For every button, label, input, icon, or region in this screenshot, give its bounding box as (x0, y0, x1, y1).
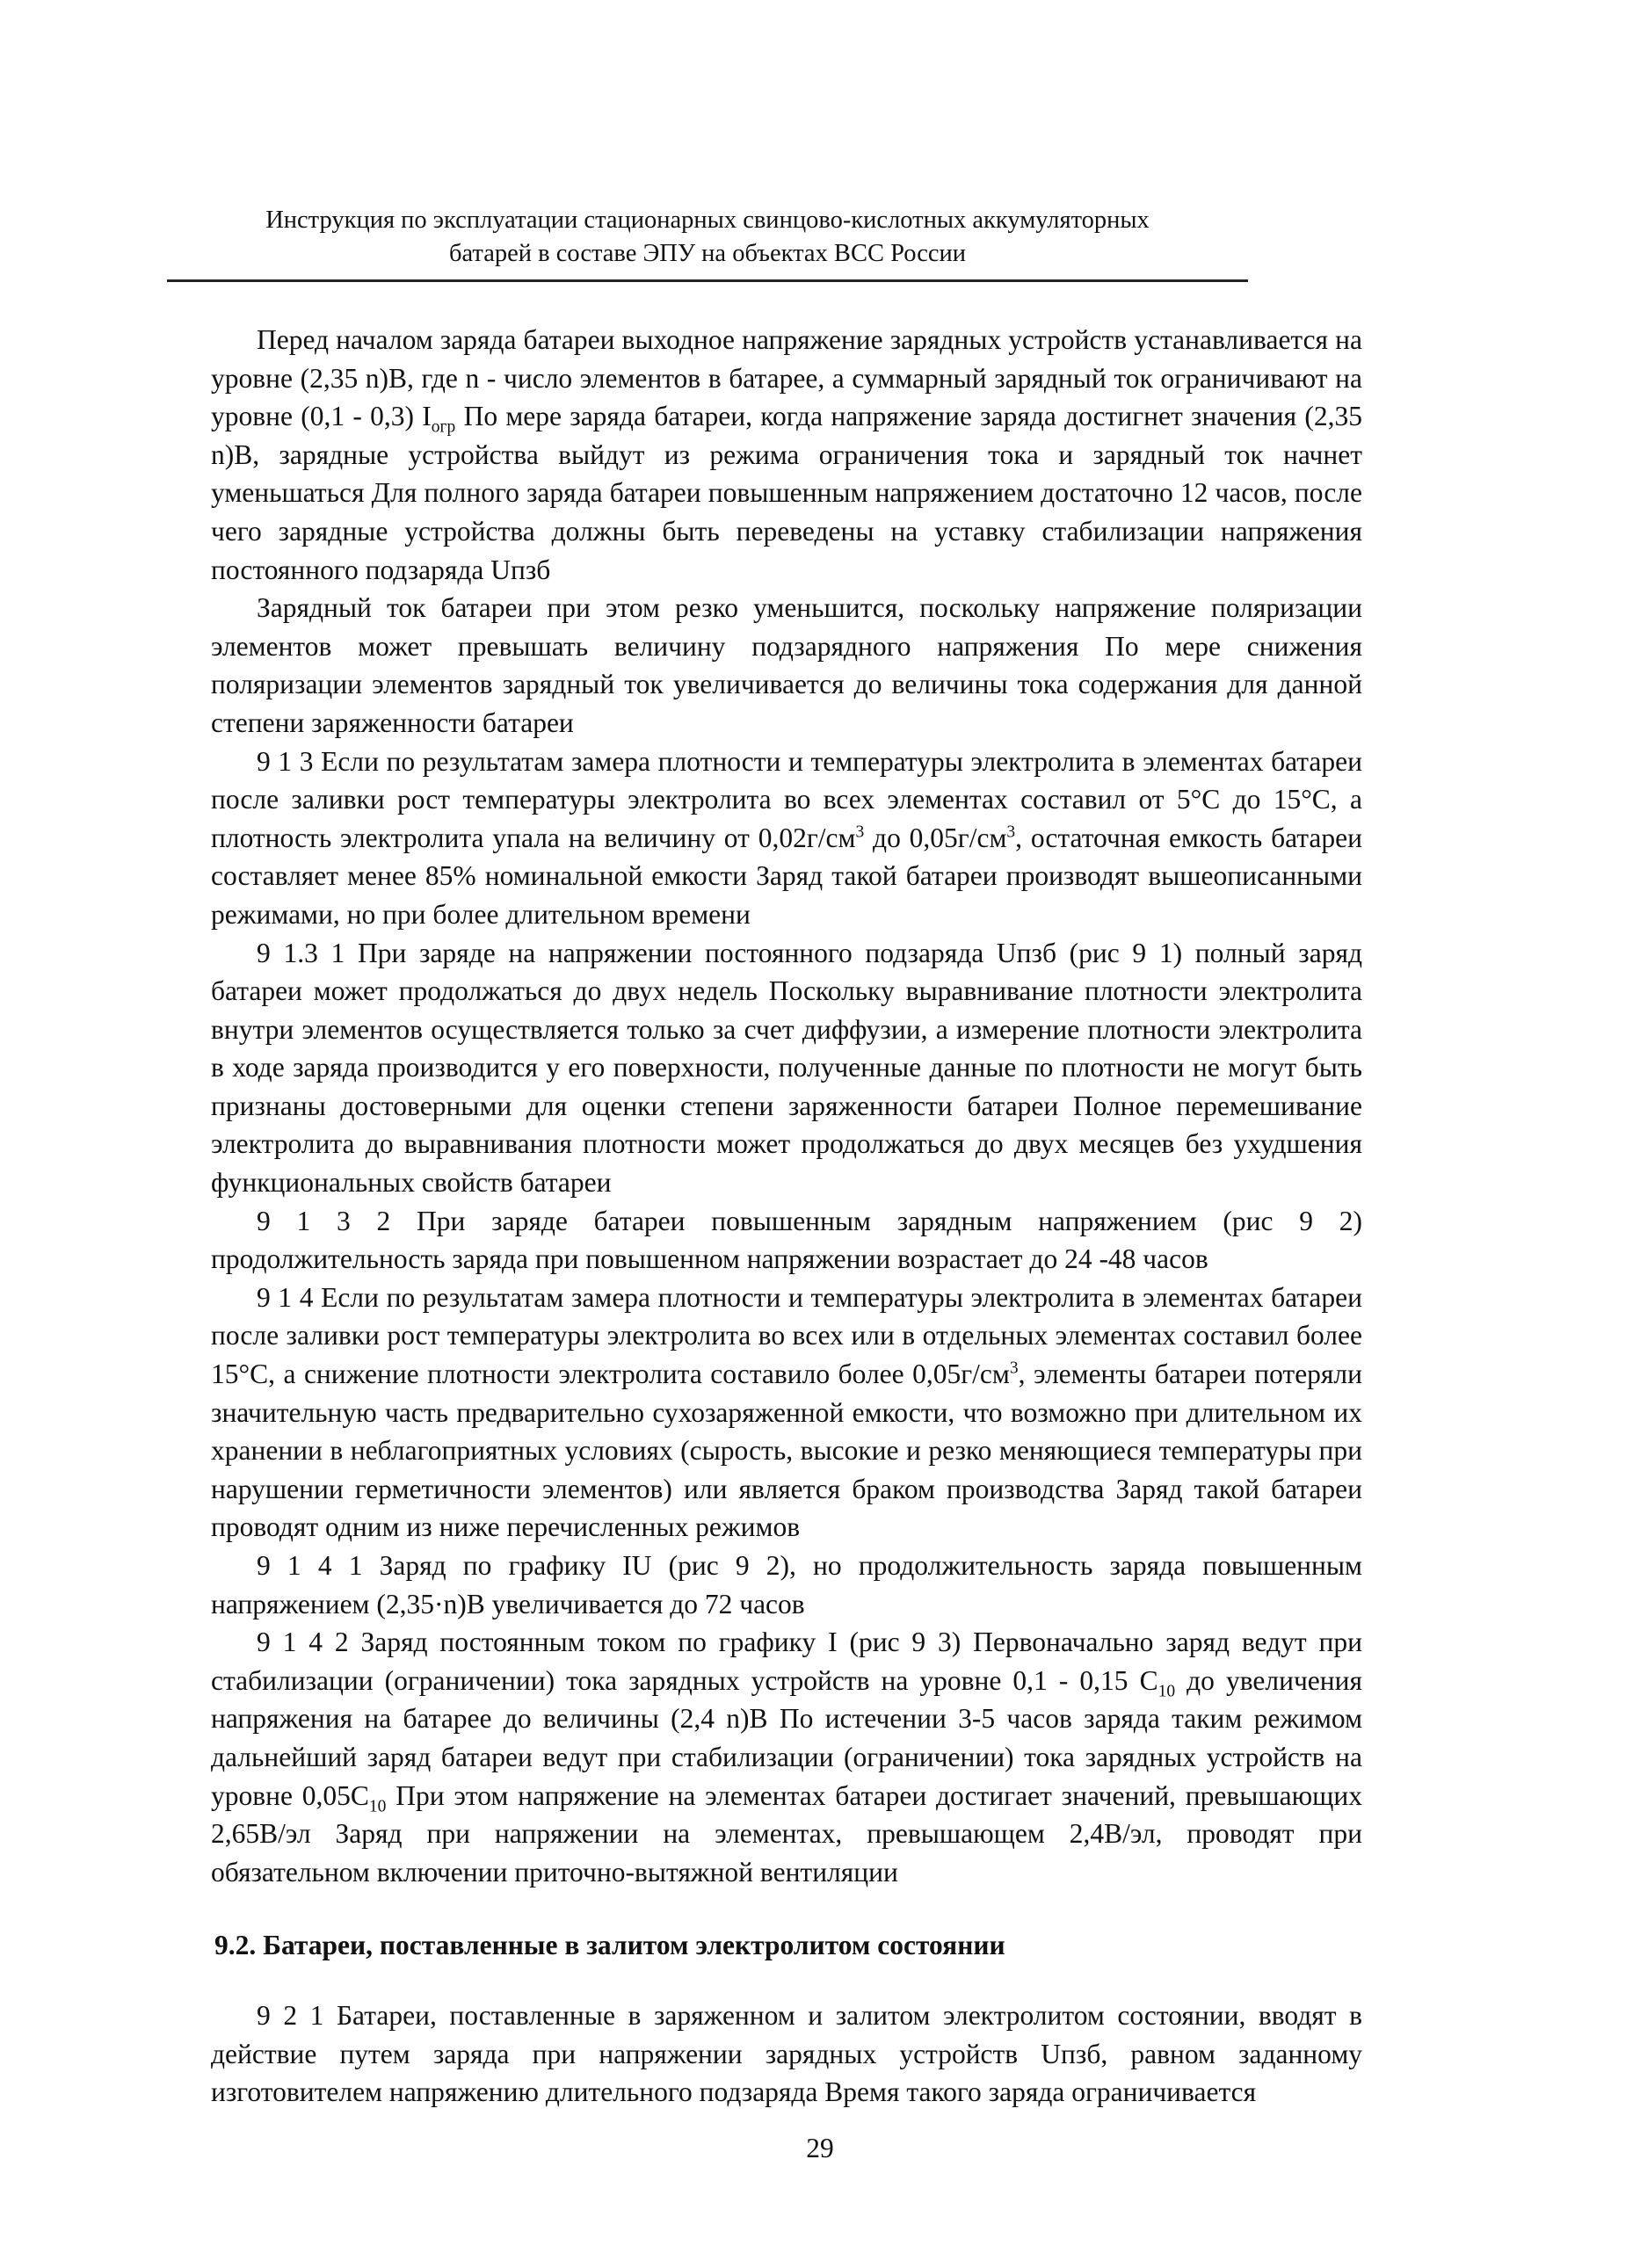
paragraph-9-1-4: 9 1 4 Если по результатам замера плотности и температуры электролита в элементах батареи после заливки рост температуры электролита во всех или в отдельных элементах составил более 15°С, а снижение плотности электролита составило более $0,05г/см^3$, элементы батареи потеряли значительную часть предварительно сухозаряженной емкости, что возможно при длительном их хранении в неблагоприятных условиях (сырость, высокие и резко меняющиеся температуры при нарушении герметичности элементов) или является браком производства Заряд такой батареи проводят одним из ниже перечисленных режимов (211, 1281, 1362, 1543)
paragraph-9-2-1: 9 2 1 Батареи, поставленные в заряженном и залитом электролитом состоянии, вводят в действие путем заряда при напряжении зарядных устройств Uпзб, равном заданному изготовителем напряжению длительного подзаряда Время такого заряда ограничивается (211, 1999, 1362, 2108)
body-text (211, 321, 1362, 2112)
paragraph-9-1-4-2: 9 1 4 2 Заряд постоянным током по графику I (рис 9 3) Первоначально заряд ведут при стабилизации (ограничении) тока зарядных устройств на уровне 0,1 - 0,15 $С_{10}$ до увеличения напряжения на батарее до величины (2,4 n)В По истечении 3-5 часов заряда таким режимом дальнейший заряд батареи ведут при стабилизации (ограничении) тока зарядных устройств на уровне $0,05С_{10}$ При этом напряжение на элементах батареи достигает значений, превышающих 2,65В/эл Заряд при напряжении на элементах, превышающем 2,4В/эл, проводят при обязательном включении приточно-вытяжной вентиляции (211, 1627, 1362, 1888)
running-header-line-2: батарей в составе ЭПУ на объектах ВСС России (448, 240, 966, 267)
running-header (167, 204, 1248, 271)
page-number: 29 (806, 2133, 834, 2163)
paragraph-9-1-3-2: 9 1 3 2 При заряде батареи повышенным зарядным напряжением (рис 9 2) продолжительность заряда при повышенном напряжении возрастает до 24 -48 часов (211, 1205, 1362, 1275)
paragraph-9-1-3: 9 1 3 Если по результатам замера плотности и температуры электролита в элементах батареи после заливки рост температуры электролита во всех элементах составил от 5°С до 15°С, а плотность электролита упала на величину от $0,02г/см^3$ до $0,05г/см^3$, остаточная емкость батареи составляет менее 85% номинальной емкости Заряд такой батареи производят вышеописанными режимами, но при более длительном времени (211, 745, 1363, 930)
header-rule (167, 279, 1248, 282)
running-header-line-1: Инструкция по эксплуатации стационарных свинцово-кислотных аккумуляторных (265, 207, 1150, 234)
paragraph-9-1-3-1: 9 1.3 1 При заряде на напряжении постоянного подзаряда Uпзб (рис 9 1) полный заряд батареи может продолжаться до двух недель Поскольку выравнивание плотности электролита внутри элементов осуществляется только за счет диффузии, а измерение плотности электролита в ходе заряда производится у его поверхности, полученные данные по плотности не могут быть признаны достоверными для оценки степени заряженности батареи Полное перемешивание электролита до выравнивания плотности может продолжаться до двух месяцев без ухудшения функциональных свойств батареи (211, 937, 1362, 1199)
section-heading-9-2: 9.2. Батареи, поставленные в залитом электролитом состоянии (214, 1930, 1005, 1961)
paragraph-9-1-4-1: 9 1 4 1 Заряд по графику IU (рис 9 2), но продолжительность заряда повышенным напряжением (2,35·n)В увеличивается до 72 часов (211, 1550, 1362, 1619)
paragraph-charge-current: Зарядный ток батареи при этом резко уменьшится, поскольку напряжение поляризации элементов может превышать величину подзарядного напряжения По мере снижения поляризации элементов зарядный ток увеличивается до величины тока содержания для данной степени заряженности батареи (211, 592, 1362, 738)
paragraph-charge-start: Перед началом заряда батареи выходное напряжение зарядных устройств устанавливается на уровне (2,35 n)В, где n - число элементов в батарее, а суммарный зарядный ток ограничивают на уровне (0,1 - 0,3) $I_{огр}$ По мере заряда батареи, когда напряжение заряда достигнет значения (2,35 n)В, зарядные устройства выйдут из режима ограничения тока и зарядный ток начнет уменьшаться Для полного заряда батареи повышенным напряжением достаточно 12 часов, после чего зарядные устройства должны быть переведены на уставку стабилизации напряжения постоянного подзаряда Uпзб (211, 324, 1362, 585)
